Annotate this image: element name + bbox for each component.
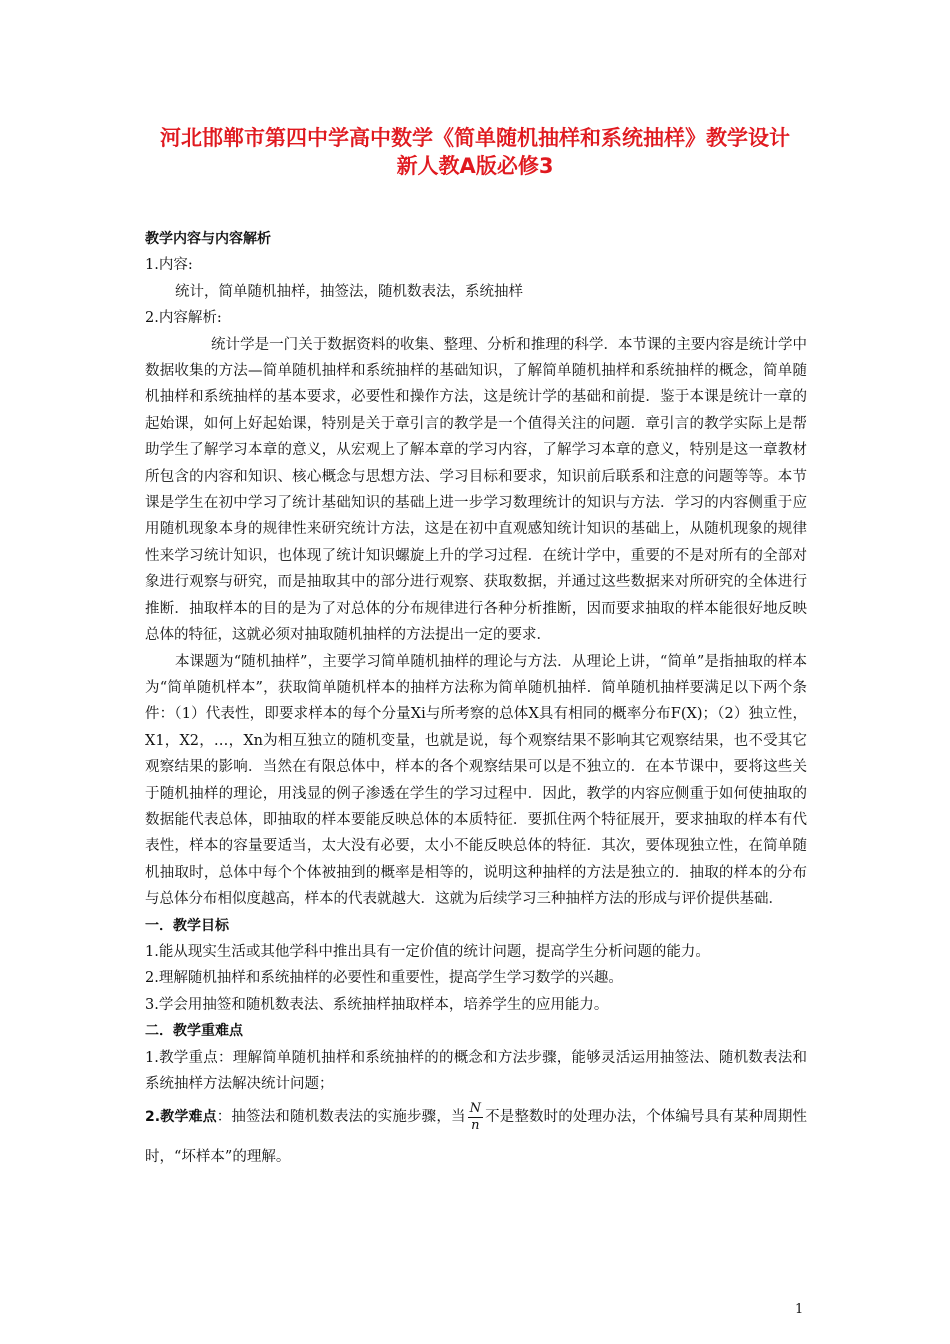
document-title-line2: 新人教A版必修3 <box>396 154 554 178</box>
difficulty-paragraph <box>145 1097 807 1177</box>
section-heading-content: 教学内容与内容解析 <box>145 231 271 247</box>
document-body <box>145 226 807 1177</box>
fraction-numerator: N <box>469 1100 481 1116</box>
difficulty-text-before: ：抽签法和随机数表法的实施步骤，当 <box>216 1109 466 1126</box>
difficulty-label: 2.教学难点 <box>145 1109 217 1126</box>
key-point-paragraph <box>145 1045 807 1098</box>
objective-item-2: 2.理解随机抽样和系统抽样的必要性和重要性，提高学生学习数学的兴趣。 <box>145 970 623 987</box>
item2-label: 2.内容解析: <box>145 310 222 327</box>
section-heading-key-points: 二．教学重难点 <box>145 1023 243 1040</box>
page-number: 1 <box>795 1302 804 1317</box>
item1-text: 统计，简单随机抽样，抽签法，随机数表法，系统抽样 <box>175 283 523 300</box>
section-heading-objectives: 一．教学目标 <box>145 917 229 934</box>
document-title-line1: 河北邯郸市第四中学高中数学《简单随机抽样和系统抽样》教学设计 <box>160 126 790 150</box>
objective-item-3: 3.学会用抽签和随机数表法、系统抽样抽取样本，培养学生的应用能力。 <box>145 996 609 1013</box>
difficulty-text-after: 不是整数时的处理办法，个体编号具有某种周期性时，“坏样本”的理解。 <box>145 1109 807 1166</box>
objective-item-1: 1.能从现实生活或其他学科中推出具有一定价值的统计问题，提高学生分析问题的能力。 <box>145 943 710 960</box>
key-point-label: 1.教学重点 <box>145 1049 218 1066</box>
analysis-paragraph-1: 统计学是一门关于数据资料的收集、整理、分析和推理的科学．本节课的主要内容是统计学中数据收集的方法—简单随机抽样和系统抽样的基础知识，了解简单随机抽样和系统抽样的概念，简单随机抽样和系统抽样的基本要求，必要性和操作方法，这是统计学的基础和前提．鉴于本课是统计一章的起始课，如何上好起始课，特别是关于章引言的教学是一个值得关注的问题．章引言的教学实际上是帮助学生了解学习本章的意义，从宏观上了解本章的学习内容，了解学习本章的意义，特别是这一章教材所包含的内容和知识、核心概念与思想方法、学习目标和要求，知识前后联系和注意的问题等等。本节课是学生在初中学习了统计基础知识的基础上进一步学习数理统计的知识与方法．学习的内容侧重于应用随机现象本身的规律性来研究统计方法，这是在初中直观感知统计知识的基础上，从随机现象的规律性来学习统计知识，也体现了统计知识螺旋上升的学习过程．在统计学中，重要的不是对所有的全部对象进行观察与研究，而是抽取其中的部分进行观察、获取数据，并通过这些数据来对所研究的全体进行推断．抽取样本的目的是为了对总体的分布规律进行各种分析推断，因而要求抽取的样本能很好地反映总体的特征，这就必须对抽取随机抽样的方法提出一定的要求． <box>145 336 807 644</box>
analysis-paragraph-2: 本课题为“随机抽样”，主要学习简单随机抽样的理论与方法．从理论上讲，“简单”是指抽取的样本为“简单随机样本”，获取简单随机样本的抽样方法称为简单随机抽样．简单随机抽样要满足以下两个条件：（1）代表性，即要求样本的每个分量Xi与所考察的总体X具有相同的概率分布F(X)；（2）独立性，X1，X2，…，Xn为相互独立的随机变量，也就是说，每个观察结果不影响其它观察结果，也不受其它观察结果的影响．当然在有限总体中，样本的各个观察结果可以是不独立的．在本节课中，要将这些关于随机抽样的理论，用浅显的例子渗透在学生的学习过程中．因此，教学的内容应侧重于如何使抽取的数据能代表总体，即抽取的样本要能反映总体的本质特征．要抓住两个特征展开，要求抽取的样本有代表性，样本的容量要适当，太大没有必要，太小不能反映总体的特征．其次，要体现独立性，在简单随机抽取时，总体中每个个体被抽到的概率是相等的，说明这种抽样的方法是独立的．抽取的样本的分布与总体分布相似度越高，样本的代表就越大．这就为后续学习三种抽样方法的形成与评价提供基础． <box>145 653 807 908</box>
item1-label: 1.内容: <box>145 257 193 274</box>
fraction-denominator: n <box>471 1117 480 1133</box>
key-point-text: ：理解简单随机抽样和系统抽样的的概念和方法步骤，能够灵活运用抽签法、随机数表法和系统抽样方法解决统计问题； <box>145 1049 807 1092</box>
fraction-n-over-n <box>468 1101 483 1134</box>
